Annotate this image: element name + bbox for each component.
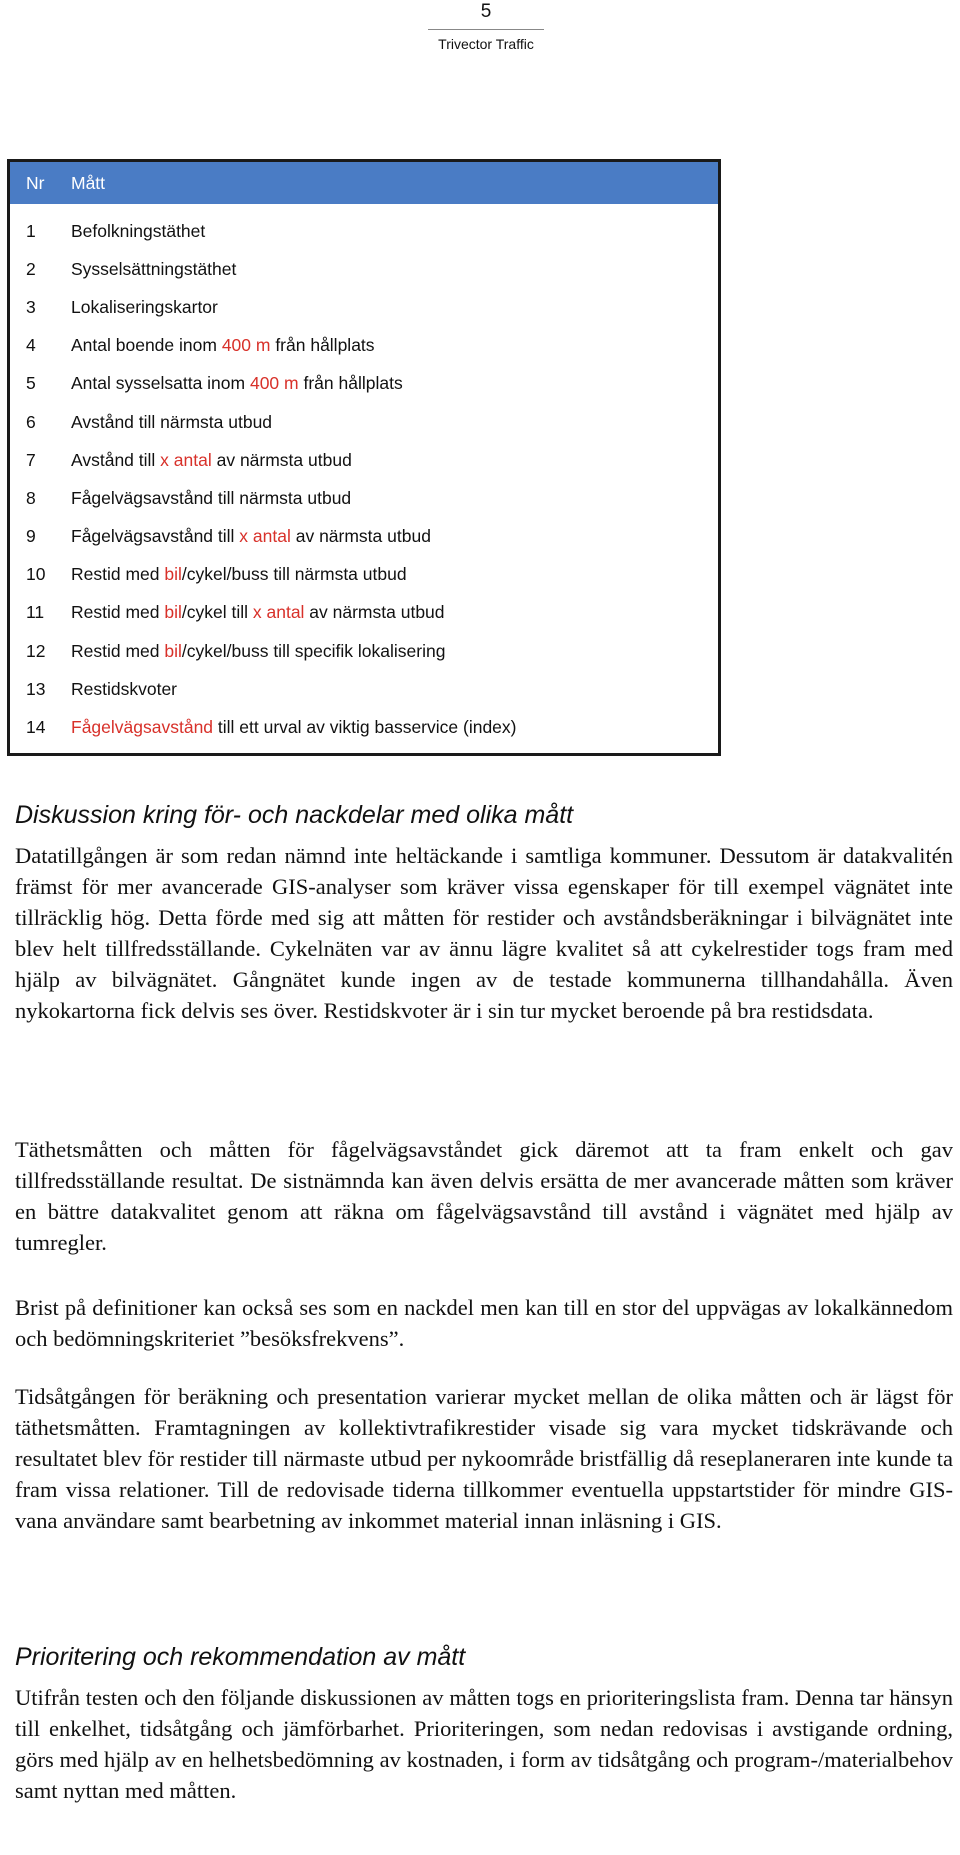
table-row (10, 594, 718, 632)
measure-text: från hållplats (298, 373, 403, 394)
measure-label (60, 297, 218, 318)
row-number: 5 (26, 373, 36, 394)
measure-text: från hållplats (270, 335, 375, 356)
paragraph-priority-list: Utifrån testen och den följande diskussionen av måtten togs en prioriteringslista fram. Denna tar hänsyn till enkelhet, tidsåtgång och jämförbarhet. Prioriteringen, som nedan redovisas i avstigande ordning, görs med hjälp av en helhetsbedömning av kostnaden, i form av tidsåtgång och program-/materialbehov samt nyttan med måtten. (15, 1685, 953, 1803)
table-row (10, 479, 718, 517)
highlighted-term: bil (164, 564, 182, 585)
row-number: 6 (26, 411, 36, 432)
highlighted-term: Fågelvägsavstånd (71, 717, 214, 738)
measure-text: /cykel/buss till närmsta utbud (181, 564, 407, 585)
measure-label (60, 373, 403, 394)
measure-label (60, 679, 177, 700)
paragraph-density-measures: Täthetsmåtten och måtten för fågelvägsavståndet gick däremot att ta fram enkelt och gav tillfredsställande resultat. De sistnämnda kan även delvis ersätta de mer avancerade måtten som kräver en bättre datakvalitet genom att räkna om fågelvägsavstånd till avstånd i vägnätet med hjälp av tumregler. (15, 1137, 953, 1255)
highlighted-term: bil (164, 640, 182, 661)
row-number: 12 (26, 640, 46, 661)
measure-label (60, 221, 205, 242)
highlighted-term: x antal (239, 526, 291, 547)
highlighted-term: bil (164, 602, 182, 623)
measure-text: Sysselsättningstäthet (71, 258, 237, 279)
measure-label (60, 526, 431, 547)
measure-text: Fågelvägsavstånd till (71, 526, 240, 547)
table-row (10, 708, 718, 746)
table-row (10, 441, 718, 479)
paragraph-time-consumption: Tidsåtgången för beräkning och presentation varierar mycket mellan de olika måtten och är lägst för täthetsmåtten. Framtagningen av kollektivtrafikrestider visade sig vara mycket tidskrävande och resultatet blev för restider till närmaste utbud per nykoområde bristfällig då reseplaneraren inte kunde ta fram vissa relationer. Till de redovisade tiderna tillkommer eventuella uppstartstider för mindre GIS-vana användare samt bearbetning av inkommet material innan inläsning i GIS. (15, 1384, 953, 1533)
row-number: 8 (26, 487, 36, 508)
row-number: 9 (26, 526, 36, 547)
measure-text: till ett urval av viktig basservice (index) (213, 717, 517, 738)
priority-heading: Prioritering och rekommendation av mått (15, 1643, 466, 1671)
measure-text: Avstånd till (71, 449, 161, 470)
table-row (10, 632, 718, 670)
header-divider (428, 29, 544, 30)
table-row (10, 670, 718, 708)
measure-text: av närmsta utbud (304, 602, 445, 623)
column-header-nr: Nr (26, 172, 45, 193)
measure-text: Antal sysselsatta inom (71, 373, 250, 394)
row-number: 4 (26, 335, 36, 356)
measure-label (60, 488, 351, 509)
measure-label (60, 602, 445, 623)
highlighted-term: 400 m (221, 335, 271, 356)
measure-label (60, 412, 272, 433)
measure-label (60, 335, 375, 356)
row-number: 7 (26, 449, 36, 470)
table-row (10, 288, 718, 326)
measure-text: Antal boende inom (71, 335, 222, 356)
measure-label (60, 641, 445, 662)
measure-label (60, 717, 517, 738)
measure-text: Lokaliseringskartor (71, 296, 218, 317)
measure-text: Befolkningstäthet (71, 220, 206, 241)
measures-table (7, 159, 721, 756)
row-number: 11 (26, 602, 45, 623)
table-row (10, 518, 718, 556)
table-body (10, 204, 718, 753)
highlighted-term: x antal (160, 449, 212, 470)
measure-text: av närmsta utbud (290, 526, 431, 547)
measure-label (60, 564, 407, 585)
measure-text: Restid med (71, 602, 165, 623)
paragraph-data-availability: Datatillgången är som redan nämnd inte heltäckande i samtliga kommuner. Dessutom är datakvalitén främst för mer avancerade GIS-analyser som kräver vissa egenskaper för till exempel vägnätet inte tillräcklig hög. Detta förde med sig att måtten för restider och avståndsberäkningar i bilvägnätet inte blev helt tillfredsställande. Cykelnäten var av ännu lägre kvalitet så att cykelrestider togs fram med hjälp av bilvägnätet. Gångnätet kunde ingen av de testade kommunerna tillhandahålla. Även nykokartorna fick delvis ses över. Restidskvoter är i sin tur mycket beroende på bra restidsdata. (15, 843, 953, 1023)
measure-label (60, 259, 236, 280)
column-header-measure: Mått (71, 172, 106, 193)
table-row (10, 403, 718, 441)
row-number: 14 (26, 717, 46, 738)
row-number: 13 (26, 678, 46, 699)
document-title: Trivector Traffic (438, 36, 534, 52)
row-number: 2 (26, 258, 36, 279)
page-header (428, 0, 544, 53)
page-number: 5 (480, 1, 492, 22)
row-number: 10 (26, 564, 46, 585)
measure-text: Restidskvoter (71, 678, 178, 699)
paragraph-definitions: Brist på definitioner kan också ses som en nackdel men kan till en stor del uppvägas av lokalkännedom och bedömningskriteriet ”besöksfrekvens”. (15, 1295, 953, 1351)
discussion-heading: Diskussion kring för- och nackdelar med olika mått (15, 801, 574, 829)
measure-label (60, 450, 352, 471)
table-row (10, 250, 718, 288)
table-row (10, 212, 718, 250)
table-header-row (10, 162, 718, 204)
measure-text: /cykel till (181, 602, 253, 623)
row-number: 1 (26, 220, 36, 241)
row-number: 3 (26, 296, 36, 317)
measure-text: Fågelvägsavstånd till närmsta utbud (71, 487, 352, 508)
table-row (10, 556, 718, 594)
highlighted-term: 400 m (249, 373, 299, 394)
table-row (10, 327, 718, 365)
measure-text: /cykel/buss till specifik lokalisering (181, 640, 446, 661)
measure-text: Restid med (71, 640, 165, 661)
highlighted-term: x antal (252, 602, 305, 623)
measure-text: av närmsta utbud (211, 449, 352, 470)
table-row (10, 365, 718, 403)
measure-text: Restid med (71, 564, 165, 585)
measure-text: Avstånd till närmsta utbud (71, 411, 273, 432)
